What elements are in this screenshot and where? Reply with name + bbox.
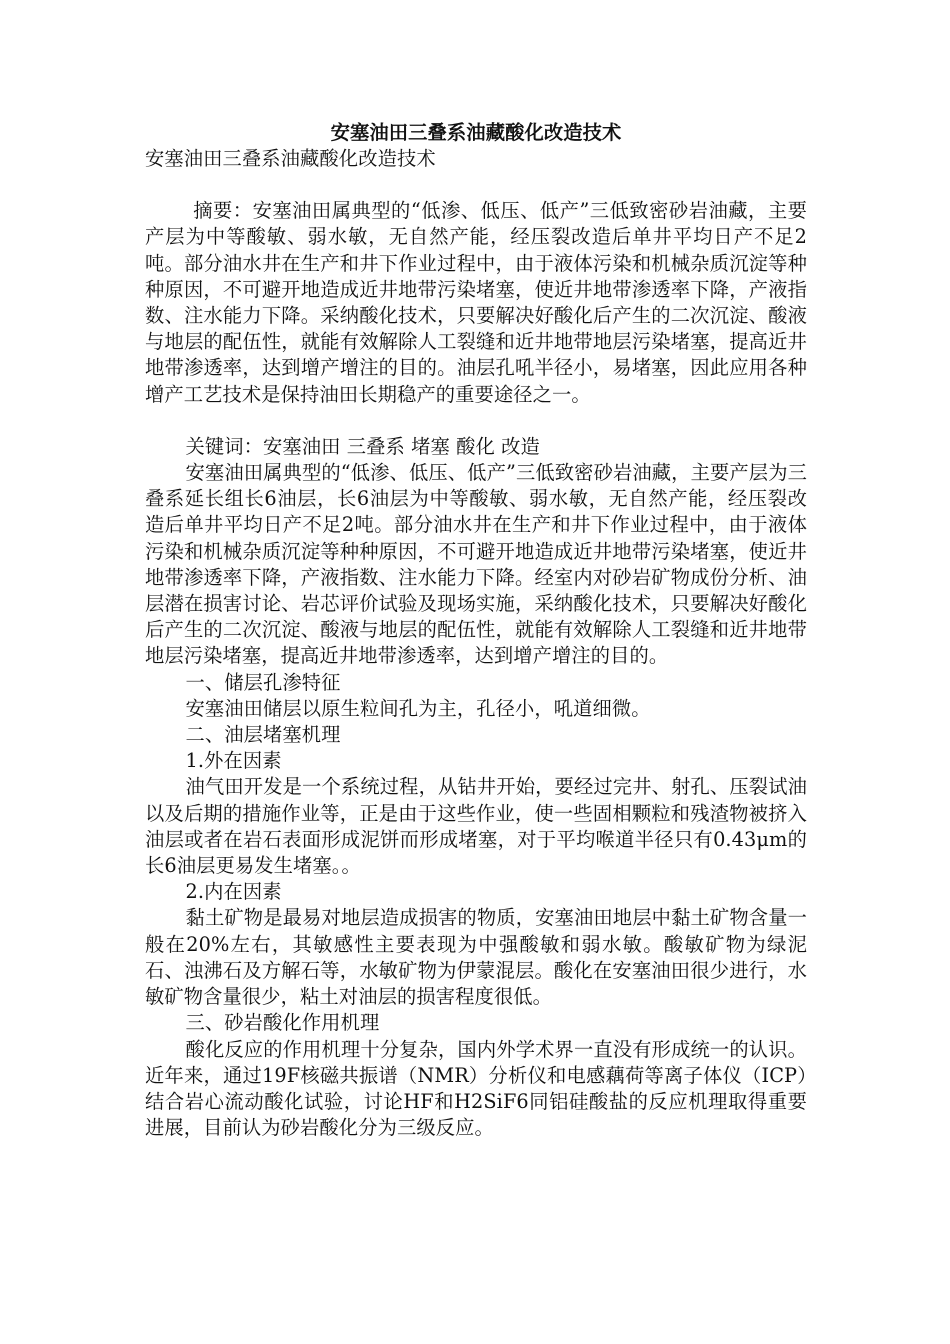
section-heading-acidizing: 三、砂岩酸化作用机理: [185, 1011, 380, 1035]
document-subtitle: 安塞油田三叠系油藏酸化改造技术: [145, 147, 436, 170]
body-paragraph-reservoir: 安塞油田储层以原生粒间孔为主，孔径小，吼道细微。: [185, 696, 651, 720]
body-paragraph-acidizing: 酸化反应的作用机理十分复杂，国内外学术界一直没有形成统一的认识。近年来，通过19F核磁共振谱（NMR）分析仪和电感藕荷等离子体仪（ICP）结合岩心流动酸化试验，讨论HF和H2SiF6同铝硅酸盐的反应机理取得重要进展，目前认为砂岩酸化分为三级反应。: [145, 1037, 807, 1140]
subsection-heading-internal: 2.内在因素: [185, 880, 282, 904]
section-heading-reservoir: 一、储层孔渗特征: [185, 670, 341, 694]
blank-line: [145, 172, 807, 198]
body-paragraph-external: 油气田开发是一个系统过程，从钻井开始，要经过完井、射孔、压裂试油以及后期的措施作业等，正是由于这些作业，使一些固相颗粒和残渣物被挤入油层或者在岩石表面形成泥饼而形成堵塞，对于平均喉道半径只有0.43μm的长6油层更易发生堵塞。。: [145, 775, 807, 878]
document-title: 安塞油田三叠系油藏酸化改造技术: [330, 121, 622, 144]
body-paragraph-internal: 黏土矿物是最易对地层造成损害的物质，安塞油田地层中黏土矿物含量一般在20%左右，其敏感性主要表现为中强酸敏和弱水敏。酸敏矿物为绿泥石、浊沸石及方解石等，水敏矿物为伊蒙混层。酸化在安塞油田很少进行，水敏矿物含量很少，粘土对油层的损害程度很低。: [145, 906, 807, 1009]
body-paragraph-intro: 安塞油田属典型的“低渗、低压、低产”三低致密砂岩油藏，主要产层为三叠系延长组长6油层，长6油层为中等酸敏、弱水敏，无自然产能，经压裂改造后单井平均日产不足2吨。部分油水井在生产和井下作业过程中，由于液体污染和机械杂质沉淀等种种原因，不可避开地造成近井地带污染堵塞，使近井地带渗透率下降，产液指数、注水能力下降。经室内对砂岩矿物成份分析、油层潜在损害讨论、岩芯评价试验及现场实施，采纳酸化技术，只要解决好酸化后产生的二次沉淀、酸液与地层的配伍性，就能有效解除人工裂缝和近井地带地层污染堵塞，提高近井地带渗透率，达到增产增注的目的。: [145, 461, 807, 668]
subsection-heading-external: 1.外在因素: [185, 749, 282, 773]
keywords-line: 关键词：安塞油田 三叠系 堵塞 酸化 改造: [185, 434, 540, 458]
abstract-paragraph: 摘要：安塞油田属典型的“低渗、低压、低产”三低致密砂岩油藏，主要产层为中等酸敏、弱水敏，无自然产能，经压裂改造后单井平均日产不足2吨。部分油水井在生产和井下作业过程中，由于液体污染和机械杂质沉淀等种种原因，不可避开地造成近井地带污染堵塞，使近井地带渗透率下降，产液指数、注水能力下降。采纳酸化技术，只要解决好酸化后产生的二次沉淀、酸液与地层的配伍性，就能有效解除人工裂缝和近井地带地层污染堵塞，提高近井地带渗透率，达到增产增注的目的。油层孔吼半径小，易堵塞，因此应用各种增产工艺技术是保持油田长期稳产的重要途径之一。: [145, 199, 807, 406]
document-page: [145, 120, 807, 1141]
section-heading-plugging: 二、油层堵塞机理: [185, 723, 341, 747]
